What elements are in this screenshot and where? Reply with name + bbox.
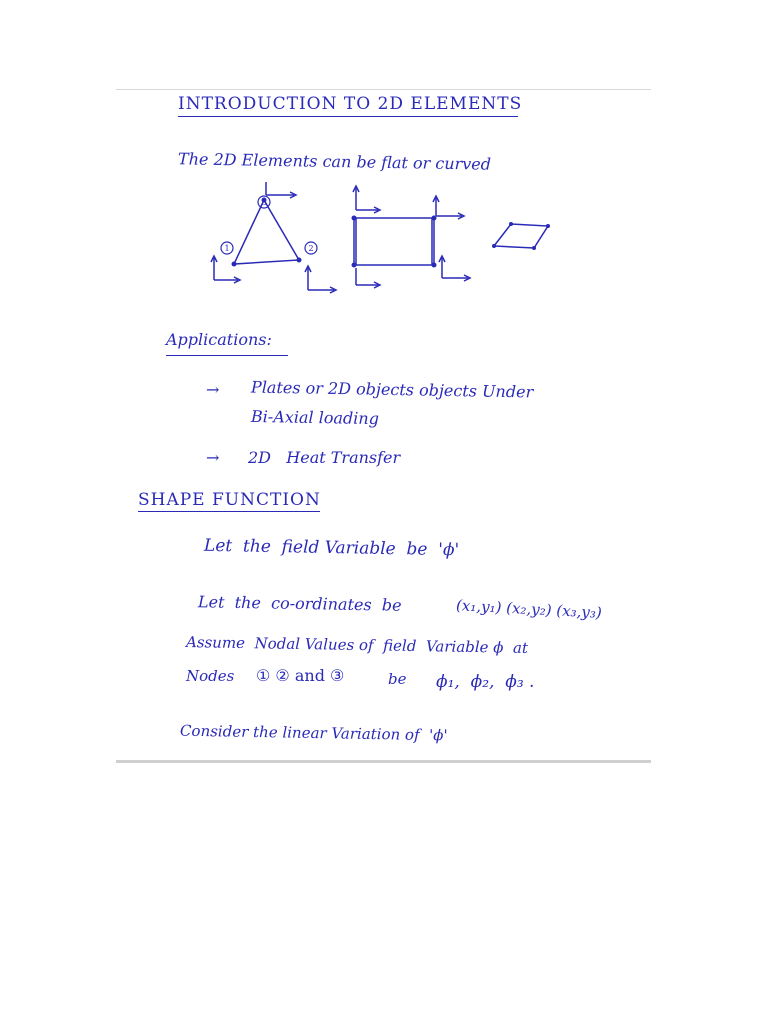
shape-function-underline [138,511,320,512]
application-item-line: 2D Heat Transfer [248,448,401,467]
shape-line-2-coords: (x₁,y₁) (x₂,y₂) (x₃,y₃) [455,596,603,622]
application-item-line: Bi-Axial loading [250,406,380,429]
application-item-line: Plates or 2D objects objects Under [250,377,534,402]
applications-underline [166,355,288,356]
element-diagrams [116,90,651,310]
parallelogram-element [492,222,550,250]
shape-line-2-text: Let the co-ordinates be [197,592,402,615]
shape-line-3: Assume Nodal Values of field Variable ϕ at [185,633,529,657]
node-label-3: 3 [261,198,267,207]
intro-text: The 2D Elements can be flat or curved [177,149,492,174]
arrow-icon: → [206,380,220,399]
rectangle-element [352,186,471,288]
notebook-page [116,89,651,763]
node-label-1: 1 [224,244,230,253]
shape-line-4-text: Nodes [186,667,235,685]
applications-heading: Applications: [166,330,272,349]
shape-line-4-nodes: ① ② and ③ [256,666,345,685]
shape-line-4-be: be [388,670,407,688]
page-title: INTRODUCTION TO 2D ELEMENTS [178,94,523,114]
triangle-element [211,182,336,293]
shape-line-4-values: ϕ₁, ϕ₂, ϕ₃ . [436,672,535,692]
shape-line-5: Consider the linear Variation of 'ϕ' [179,721,448,745]
shape-function-heading: SHAPE FUNCTION [138,490,321,510]
arrow-icon: → [206,448,220,467]
node-label-2: 2 [308,244,314,253]
shape-line-1: Let the field Variable be 'ϕ' [203,535,460,561]
